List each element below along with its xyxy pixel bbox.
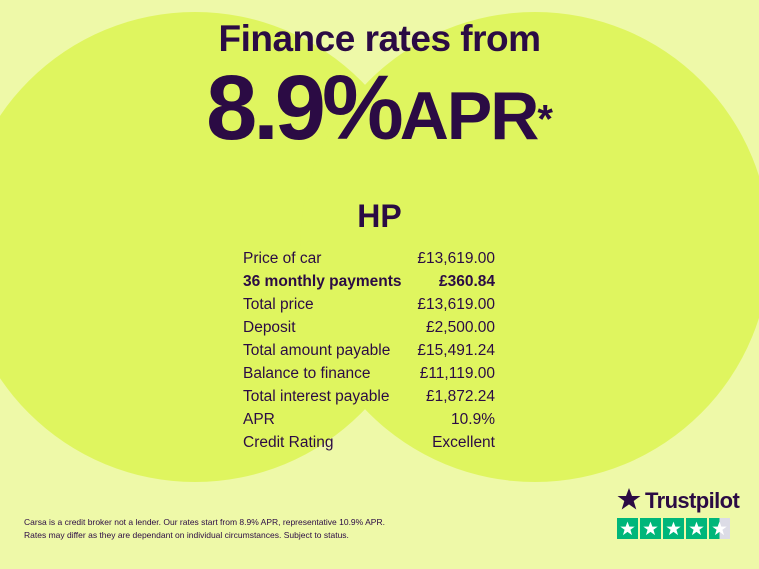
trustpilot-star-icon	[617, 487, 641, 516]
row-value: £11,119.00	[419, 365, 495, 382]
star-icon	[617, 518, 638, 539]
rate-display	[0, 57, 759, 159]
row-label: 36 monthly payments	[243, 273, 402, 290]
disclaimer-text	[24, 516, 424, 542]
trustpilot-badge	[617, 488, 740, 539]
row-label: APR	[243, 411, 275, 428]
row-value: Excellent	[432, 434, 495, 451]
row-value: £1,872.24	[426, 388, 495, 405]
row-value: £2,500.00	[426, 319, 495, 336]
row-value: £13,619.00	[417, 296, 495, 313]
table-row	[243, 431, 495, 454]
row-label: Price of car	[243, 250, 322, 267]
table-row	[243, 408, 495, 431]
row-value: 10.9%	[451, 411, 495, 428]
table-row	[243, 339, 495, 362]
trustpilot-rating-stars	[617, 518, 737, 539]
table-row	[243, 247, 495, 270]
table-row	[243, 362, 495, 385]
rate-asterisk: *	[537, 97, 553, 142]
table-row	[243, 270, 495, 293]
row-value: £13,619.00	[417, 250, 495, 267]
row-value: £360.84	[438, 273, 495, 290]
finance-details-table	[243, 247, 495, 454]
page-title: Finance rates from	[218, 18, 541, 59]
row-label: Total interest payable	[243, 388, 390, 405]
row-label: Credit Rating	[243, 434, 334, 451]
row-value: £15,491.24	[417, 342, 495, 359]
trustpilot-wordmark: Trustpilot	[645, 488, 740, 513]
star-icon	[686, 518, 707, 539]
disclaimer-line-2: Rates may differ as they are dependant on individual circumstances. Subject to status.	[24, 530, 349, 540]
disclaimer-line-1: Carsa is a credit broker not a lender. Our rates start from 8.9% APR, representative 10.9% APR.	[24, 517, 385, 527]
star-icon	[640, 518, 661, 539]
row-label: Balance to finance	[243, 365, 371, 382]
row-label: Deposit	[243, 319, 296, 336]
row-label: Total amount payable	[243, 342, 391, 359]
table-row	[243, 316, 495, 339]
table-row	[243, 293, 495, 316]
rate-apr-label: APR	[399, 78, 538, 154]
plan-type-title: HP	[357, 198, 402, 234]
star-icon	[663, 518, 684, 539]
star-half-icon	[709, 518, 730, 539]
row-label: Total price	[243, 296, 314, 313]
rate-percent: 8.9%	[206, 57, 400, 159]
table-row	[243, 385, 495, 408]
